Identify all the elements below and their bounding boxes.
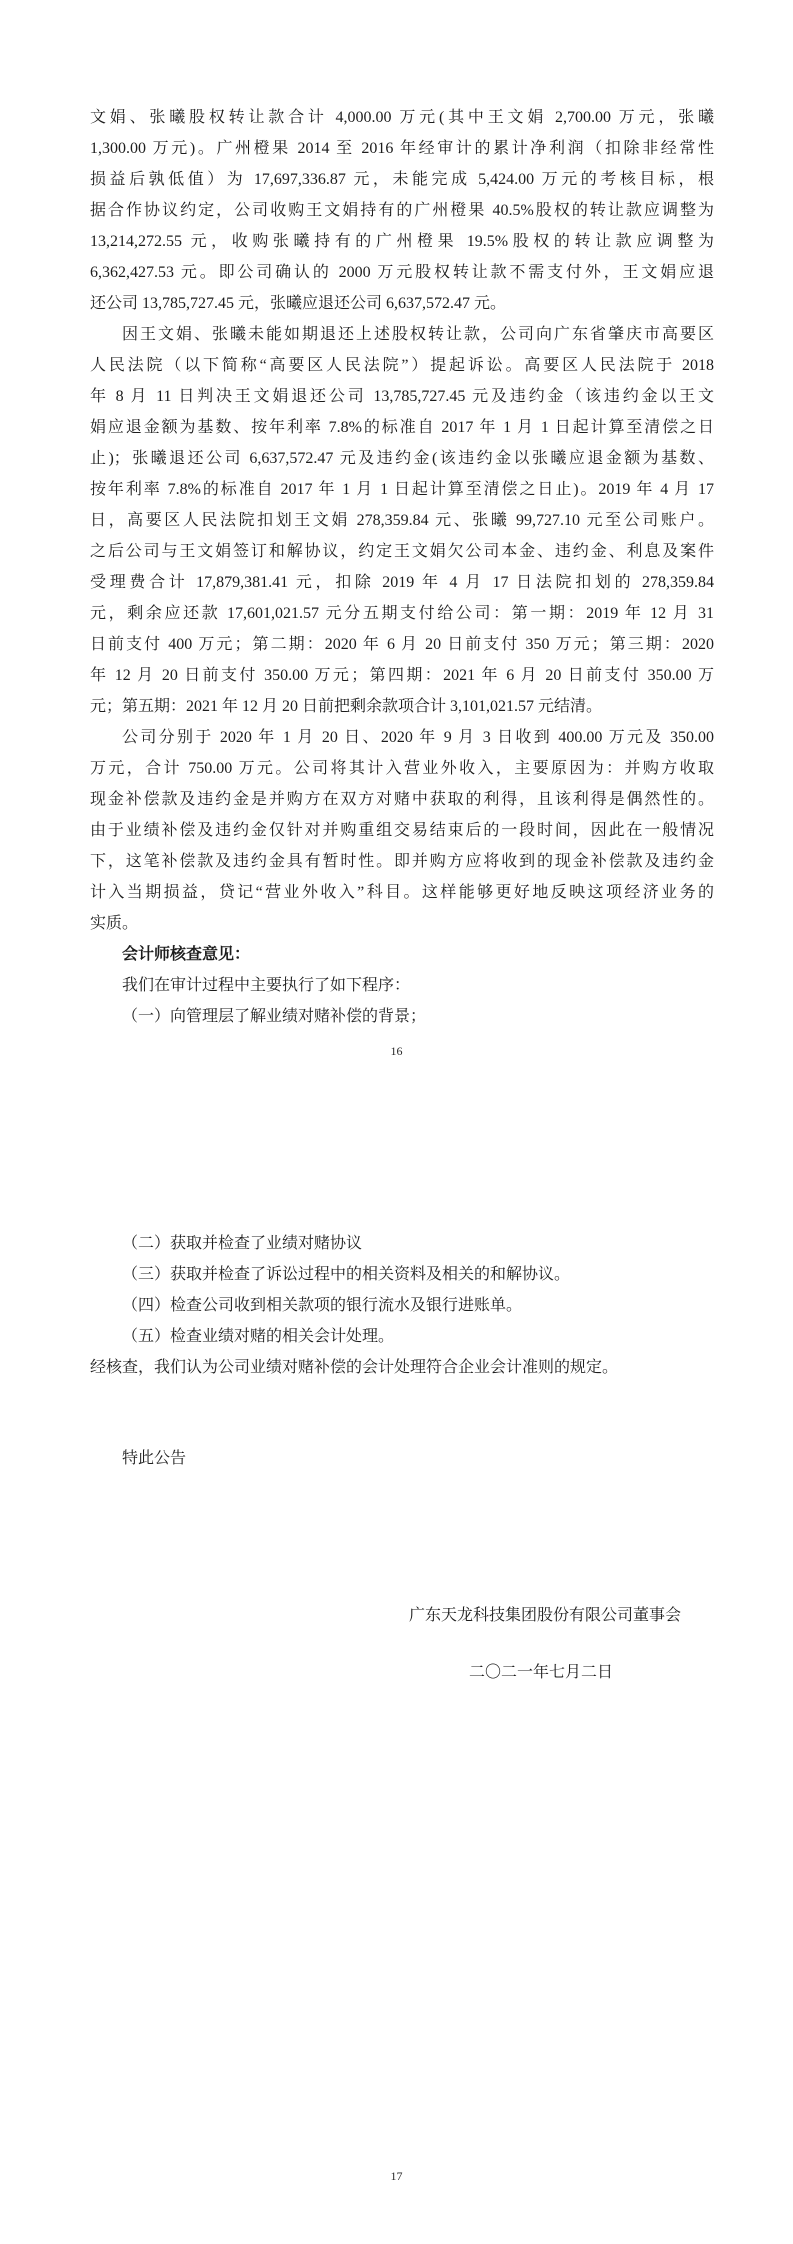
text-line: 会计师核查意见： <box>122 946 251 963</box>
text-line: 日前支付 400 万元；第二期：2020 年 6 月 20 日前支付 350 万元；第三期：2020 <box>90 636 714 653</box>
text-line: 元；第五期：2021 年 12 月 20 日前把剩余款项合计 3,101,021.57 元结清。 <box>90 698 603 715</box>
text-line: （二）获取并检查了业绩对赌协议 <box>122 1235 363 1252</box>
text-line: （四）检查公司收到相关款项的银行流水及银行进账单。 <box>122 1297 523 1314</box>
text-line: 娟应退金额为基数、按年利率 7.8%的标准自 2017 年 1 月 1 日起计算至清偿之日 <box>90 419 714 436</box>
document-page-2 <box>0 1122 793 2244</box>
text-line: 由于业绩补偿及违约金仅针对并购重组交易结束后的一段时间，因此在一般情况 <box>90 822 714 839</box>
page-2-text-body <box>0 1122 793 1688</box>
text-line: 现金补偿款及违约金是并购方在双方对赌中获取的利得，且该利得是偶然性的。 <box>90 791 714 808</box>
text-line: 广东天龙科技集团股份有限公司董事会 <box>408 1607 681 1624</box>
text-line: 损益后孰低值）为 17,697,336.87 元，未能完成 5,424.00 万元的考核目标，根 <box>90 171 714 188</box>
text-line: 受理费合计 17,879,381.41 元，扣除 2019 年 4 月 17 日法院扣划的 278,359.84 <box>90 574 714 591</box>
text-line: 日，高要区人民法院扣划王文娟 278,359.84 元、张曦 99,727.10 元至公司账户。 <box>90 512 714 529</box>
text-line: 6,362,427.53 元。即公司确认的 2000 万元股权转让款不需支付外，王文娟应退 <box>90 264 714 281</box>
text-line: 经核查，我们认为公司业绩对赌补偿的会计处理符合企业会计准则的规定。 <box>90 1359 619 1376</box>
text-line: 按年利率 7.8%的标准自 2017 年 1 月 1 日起计算至清偿之日止)。2019 年 4 月 17 <box>90 481 714 498</box>
text-line: 二〇二一年七月二日 <box>468 1664 613 1681</box>
text-line: （一）向管理层了解业绩对赌补偿的背景； <box>122 1008 427 1025</box>
text-line: 计入当期损益，贷记“营业外收入”科目。这样能够更好地反映这项经济业务的 <box>90 884 714 901</box>
text-line: 下，这笔补偿款及违约金具有暂时性。即并购方应将收到的现金补偿款及违约金 <box>90 853 714 870</box>
text-line: 年 8 月 11 日判决王文娟退还公司 13,785,727.45 元及违约金（该违约金以王文 <box>90 388 714 405</box>
text-line: 据合作协议约定，公司收购王文娟持有的广州橙果 40.5%股权的转让款应调整为 <box>90 202 714 219</box>
text-line: 还公司 13,785,727.45 元，张曦应退还公司 6,637,572.47 元。 <box>90 295 507 312</box>
text-line: 实质。 <box>90 915 139 932</box>
text-line: 年 12 月 20 日前支付 350.00 万元；第四期：2021 年 6 月 20 日前支付 350.00 万 <box>90 667 714 684</box>
page-1-text-body <box>0 0 793 1032</box>
text-line: 万元，合计 750.00 万元。公司将其计入营业外收入，主要原因为：并购方收取 <box>90 760 714 777</box>
text-line: 止)；张曦退还公司 6,637,572.47 元及违约金(该违约金以张曦应退金额为基数、 <box>90 450 714 467</box>
text-line: 我们在审计过程中主要执行了如下程序： <box>122 977 411 994</box>
text-line: 特此公告 <box>122 1450 187 1467</box>
text-line: 人民法院（以下简称“高要区人民法院”）提起诉讼。高要区人民法院于 2018 <box>90 357 714 374</box>
text-line: （三）获取并检查了诉讼过程中的相关资料及相关的和解协议。 <box>122 1266 571 1283</box>
text-line: 公司分别于 2020 年 1 月 20 日、2020 年 9 月 3 日收到 400.00 万元及 350.00 <box>122 729 714 746</box>
text-line: 1,300.00 万元)。广州橙果 2014 至 2016 年经审计的累计净利润（扣除非经常性 <box>90 140 714 157</box>
text-line: 文娟、张曦股权转让款合计 4,000.00 万元(其中王文娟 2,700.00 万元，张曦 <box>90 109 714 126</box>
text-line: （五）检查业绩对赌的相关会计处理。 <box>122 1328 395 1345</box>
page-number: 17 <box>390 2169 403 2183</box>
text-line: 之后公司与王文娟签订和解协议，约定王文娟欠公司本金、违约金、利息及案件 <box>90 543 714 560</box>
text-line: 因王文娟、张曦未能如期退还上述股权转让款，公司向广东省肇庆市高要区 <box>122 326 714 343</box>
text-line: 元，剩余应还款 17,601,021.57 元分五期支付给公司：第一期：2019 年 12 月 31 <box>90 605 714 622</box>
text-line: 13,214,272.55 元，收购张曦持有的广州橙果 19.5%股权的转让款应调整为 <box>90 233 714 250</box>
page-number: 16 <box>390 1044 403 1058</box>
